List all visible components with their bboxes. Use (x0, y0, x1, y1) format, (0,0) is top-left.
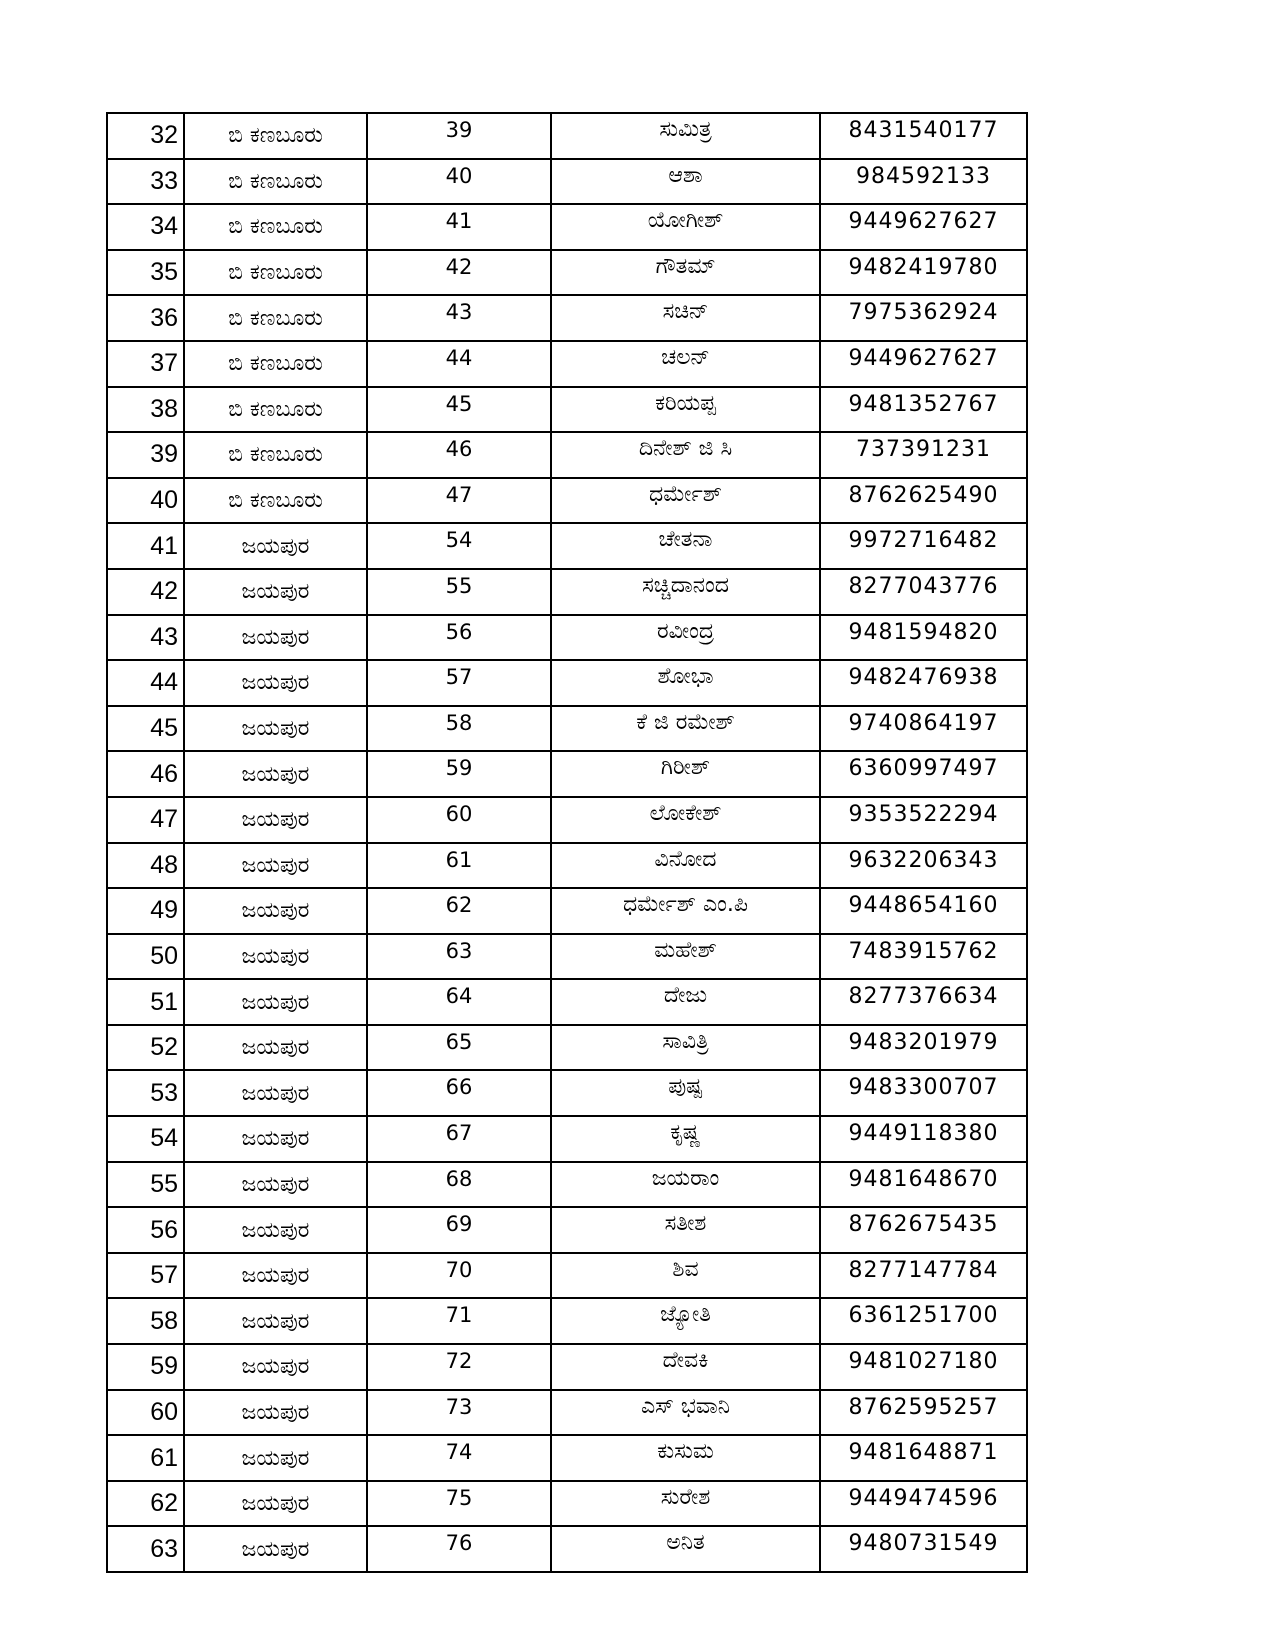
phone-number-cell: 9353522294 (820, 797, 1027, 843)
house-number-cell: 59 (367, 751, 551, 797)
name-cell: ವಿನೋದ (551, 843, 820, 889)
village-cell: ಜಯಪುರ (184, 569, 367, 615)
house-number-cell: 44 (367, 341, 551, 387)
name-cell: ಶೋಭಾ (551, 660, 820, 706)
phone-number-cell: 8431540177 (820, 113, 1027, 159)
village-cell: ಜಯಪುರ (184, 934, 367, 980)
village-cell: ಬಿ ಕಣಬೂರು (184, 159, 367, 205)
name-cell: ಜಯರಾಂ (551, 1162, 820, 1208)
phone-number-cell: 9482476938 (820, 660, 1027, 706)
village-cell: ಜಯಪುರ (184, 1116, 367, 1162)
phone-number-cell: 8762595257 (820, 1390, 1027, 1436)
house-number-cell: 76 (367, 1526, 551, 1572)
house-number-cell: 75 (367, 1481, 551, 1527)
village-cell: ಬಿ ಕಣಬೂರು (184, 478, 367, 524)
serial-number-cell: 50 (107, 934, 184, 980)
village-cell: ಜಯಪುರ (184, 979, 367, 1025)
table-row (107, 706, 1027, 752)
table-row (107, 569, 1027, 615)
name-cell: ಸಾವಿತ್ರಿ (551, 1025, 820, 1071)
serial-number-cell: 57 (107, 1253, 184, 1299)
name-cell: ಕೃಷ್ಣ (551, 1116, 820, 1162)
village-cell: ಜಯಪುರ (184, 1481, 367, 1527)
name-cell: ಧರ್ಮೇಶ್ (551, 478, 820, 524)
table-row (107, 1526, 1027, 1572)
phone-number-cell: 6361251700 (820, 1298, 1027, 1344)
table-row (107, 979, 1027, 1025)
house-number-cell: 70 (367, 1253, 551, 1299)
serial-number-cell: 37 (107, 341, 184, 387)
name-cell: ಎಸ್ ಭವಾನಿ (551, 1390, 820, 1436)
table-row (107, 934, 1027, 980)
name-cell: ಲೋಕೇಶ್ (551, 797, 820, 843)
house-number-cell: 71 (367, 1298, 551, 1344)
village-cell: ಬಿ ಕಣಬೂರು (184, 295, 367, 341)
phone-number-cell: 9483300707 (820, 1070, 1027, 1116)
phone-number-cell: 7975362924 (820, 295, 1027, 341)
serial-number-cell: 40 (107, 478, 184, 524)
house-number-cell: 62 (367, 888, 551, 934)
phone-number-cell: 9632206343 (820, 843, 1027, 889)
house-number-cell: 45 (367, 387, 551, 433)
table-row (107, 1207, 1027, 1253)
serial-number-cell: 44 (107, 660, 184, 706)
serial-number-cell: 47 (107, 797, 184, 843)
serial-number-cell: 33 (107, 159, 184, 205)
village-cell: ಜಯಪುರ (184, 660, 367, 706)
table-row (107, 113, 1027, 159)
village-cell: ಜಯಪುರ (184, 615, 367, 661)
phone-number-cell: 9972716482 (820, 523, 1027, 569)
table-row (107, 1435, 1027, 1481)
phone-number-cell: 8762675435 (820, 1207, 1027, 1253)
phone-number-cell: 9740864197 (820, 706, 1027, 752)
house-number-cell: 65 (367, 1025, 551, 1071)
name-cell: ಧರ್ಮೇಶ್ ಎಂ.ಪಿ (551, 888, 820, 934)
table-row (107, 1481, 1027, 1527)
table-row (107, 660, 1027, 706)
house-number-cell: 74 (367, 1435, 551, 1481)
name-cell: ಸತೀಶ (551, 1207, 820, 1253)
name-cell: ಪುಷ್ಪ (551, 1070, 820, 1116)
name-cell: ಸುಮಿತ್ರ (551, 113, 820, 159)
name-cell: ರವೀಂದ್ರ (551, 615, 820, 661)
village-cell: ಜಯಪುರ (184, 1435, 367, 1481)
phone-number-cell: 8762625490 (820, 478, 1027, 524)
table-row (107, 1070, 1027, 1116)
name-cell: ಚಲನ್ (551, 341, 820, 387)
table-row (107, 478, 1027, 524)
house-number-cell: 40 (367, 159, 551, 205)
phone-number-cell: 984592133 (820, 159, 1027, 205)
house-number-cell: 42 (367, 250, 551, 296)
name-cell: ಗೌತಮ್ (551, 250, 820, 296)
village-cell: ಬಿ ಕಣಬೂರು (184, 341, 367, 387)
name-cell: ಮಹೇಶ್ (551, 934, 820, 980)
table-row (107, 615, 1027, 661)
phone-number-cell: 9449118380 (820, 1116, 1027, 1162)
village-cell: ಜಯಪುರ (184, 1390, 367, 1436)
name-cell: ಯೋಗೀಶ್ (551, 204, 820, 250)
house-number-cell: 61 (367, 843, 551, 889)
table-row (107, 1253, 1027, 1299)
house-number-cell: 66 (367, 1070, 551, 1116)
serial-number-cell: 43 (107, 615, 184, 661)
house-number-cell: 57 (367, 660, 551, 706)
phone-number-cell: 8277043776 (820, 569, 1027, 615)
serial-number-cell: 55 (107, 1162, 184, 1208)
contact-table-body (107, 113, 1027, 1572)
house-number-cell: 68 (367, 1162, 551, 1208)
phone-number-cell: 9481594820 (820, 615, 1027, 661)
phone-number-cell: 9481027180 (820, 1344, 1027, 1390)
village-cell: ಜಯಪುರ (184, 1162, 367, 1208)
name-cell: ಕೆ ಜಿ ರಮೇಶ್ (551, 706, 820, 752)
name-cell: ಗಿರೀಶ್ (551, 751, 820, 797)
village-cell: ಬಿ ಕಣಬೂರು (184, 250, 367, 296)
village-cell: ಜಯಪುರ (184, 706, 367, 752)
table-row (107, 1344, 1027, 1390)
table-row (107, 1025, 1027, 1071)
name-cell: ಶಿವ (551, 1253, 820, 1299)
serial-number-cell: 39 (107, 432, 184, 478)
village-cell: ಜಯಪುರ (184, 1298, 367, 1344)
house-number-cell: 72 (367, 1344, 551, 1390)
phone-number-cell: 9449474596 (820, 1481, 1027, 1527)
serial-number-cell: 46 (107, 751, 184, 797)
table-row (107, 159, 1027, 205)
village-cell: ಜಯಪುರ (184, 1526, 367, 1572)
serial-number-cell: 42 (107, 569, 184, 615)
table-row (107, 341, 1027, 387)
table-row (107, 1116, 1027, 1162)
house-number-cell: 60 (367, 797, 551, 843)
serial-number-cell: 34 (107, 204, 184, 250)
contact-table (106, 112, 1028, 1573)
serial-number-cell: 61 (107, 1435, 184, 1481)
house-number-cell: 58 (367, 706, 551, 752)
village-cell: ಜಯಪುರ (184, 888, 367, 934)
village-cell: ಜಯಪುರ (184, 1070, 367, 1116)
village-cell: ಜಯಪುರ (184, 797, 367, 843)
house-number-cell: 43 (367, 295, 551, 341)
serial-number-cell: 49 (107, 888, 184, 934)
serial-number-cell: 53 (107, 1070, 184, 1116)
house-number-cell: 41 (367, 204, 551, 250)
serial-number-cell: 35 (107, 250, 184, 296)
village-cell: ಜಯಪುರ (184, 1025, 367, 1071)
phone-number-cell: 9482419780 (820, 250, 1027, 296)
village-cell: ಬಿ ಕಣಬೂರು (184, 204, 367, 250)
table-row (107, 1298, 1027, 1344)
house-number-cell: 67 (367, 1116, 551, 1162)
serial-number-cell: 54 (107, 1116, 184, 1162)
phone-number-cell: 8277147784 (820, 1253, 1027, 1299)
serial-number-cell: 36 (107, 295, 184, 341)
village-cell: ಜಯಪುರ (184, 1253, 367, 1299)
village-cell: ಜಯಪುರ (184, 1207, 367, 1253)
village-cell: ಬಿ ಕಣಬೂರು (184, 113, 367, 159)
name-cell: ಸಚಿನ್ (551, 295, 820, 341)
table-row (107, 204, 1027, 250)
house-number-cell: 47 (367, 478, 551, 524)
house-number-cell: 56 (367, 615, 551, 661)
table-row (107, 387, 1027, 433)
phone-number-cell: 9448654160 (820, 888, 1027, 934)
name-cell: ದೇವಕಿ (551, 1344, 820, 1390)
serial-number-cell: 56 (107, 1207, 184, 1253)
table-row (107, 295, 1027, 341)
phone-number-cell: 9480731549 (820, 1526, 1027, 1572)
serial-number-cell: 60 (107, 1390, 184, 1436)
phone-number-cell: 9481648871 (820, 1435, 1027, 1481)
name-cell: ಆಶಾ (551, 159, 820, 205)
phone-number-cell: 9449627627 (820, 341, 1027, 387)
house-number-cell: 64 (367, 979, 551, 1025)
table-row (107, 1390, 1027, 1436)
phone-number-cell: 9449627627 (820, 204, 1027, 250)
serial-number-cell: 38 (107, 387, 184, 433)
village-cell: ಬಿ ಕಣಬೂರು (184, 387, 367, 433)
phone-number-cell: 6360997497 (820, 751, 1027, 797)
serial-number-cell: 32 (107, 113, 184, 159)
house-number-cell: 73 (367, 1390, 551, 1436)
table-row (107, 523, 1027, 569)
phone-number-cell: 737391231 (820, 432, 1027, 478)
village-cell: ಬಿ ಕಣಬೂರು (184, 432, 367, 478)
table-row (107, 250, 1027, 296)
phone-number-cell: 7483915762 (820, 934, 1027, 980)
table-row (107, 751, 1027, 797)
house-number-cell: 63 (367, 934, 551, 980)
house-number-cell: 46 (367, 432, 551, 478)
table-row (107, 797, 1027, 843)
name-cell: ಕುಸುಮ (551, 1435, 820, 1481)
village-cell: ಜಯಪುರ (184, 843, 367, 889)
serial-number-cell: 41 (107, 523, 184, 569)
phone-number-cell: 9481352767 (820, 387, 1027, 433)
table-row (107, 432, 1027, 478)
house-number-cell: 54 (367, 523, 551, 569)
name-cell: ಸುರೇಶ (551, 1481, 820, 1527)
table-row (107, 843, 1027, 889)
phone-number-cell: 9481648670 (820, 1162, 1027, 1208)
village-cell: ಜಯಪುರ (184, 523, 367, 569)
name-cell: ಚೇತನಾ (551, 523, 820, 569)
house-number-cell: 39 (367, 113, 551, 159)
serial-number-cell: 62 (107, 1481, 184, 1527)
serial-number-cell: 63 (107, 1526, 184, 1572)
serial-number-cell: 58 (107, 1298, 184, 1344)
serial-number-cell: 48 (107, 843, 184, 889)
name-cell: ಸಚ್ಚಿದಾನಂದ (551, 569, 820, 615)
phone-number-cell: 8277376634 (820, 979, 1027, 1025)
phone-number-cell: 9483201979 (820, 1025, 1027, 1071)
table-row (107, 1162, 1027, 1208)
serial-number-cell: 59 (107, 1344, 184, 1390)
table-row (107, 888, 1027, 934)
name-cell: ದಿನೇಶ್ ಜಿ ಸಿ (551, 432, 820, 478)
house-number-cell: 55 (367, 569, 551, 615)
name-cell: ಅನಿತ (551, 1526, 820, 1572)
name-cell: ಕರಿಯಪ್ಪ (551, 387, 820, 433)
serial-number-cell: 51 (107, 979, 184, 1025)
name-cell: ಜ್ಯೋತಿ (551, 1298, 820, 1344)
serial-number-cell: 45 (107, 706, 184, 752)
village-cell: ಜಯಪುರ (184, 751, 367, 797)
name-cell: ದೇಜು (551, 979, 820, 1025)
serial-number-cell: 52 (107, 1025, 184, 1071)
village-cell: ಜಯಪುರ (184, 1344, 367, 1390)
house-number-cell: 69 (367, 1207, 551, 1253)
